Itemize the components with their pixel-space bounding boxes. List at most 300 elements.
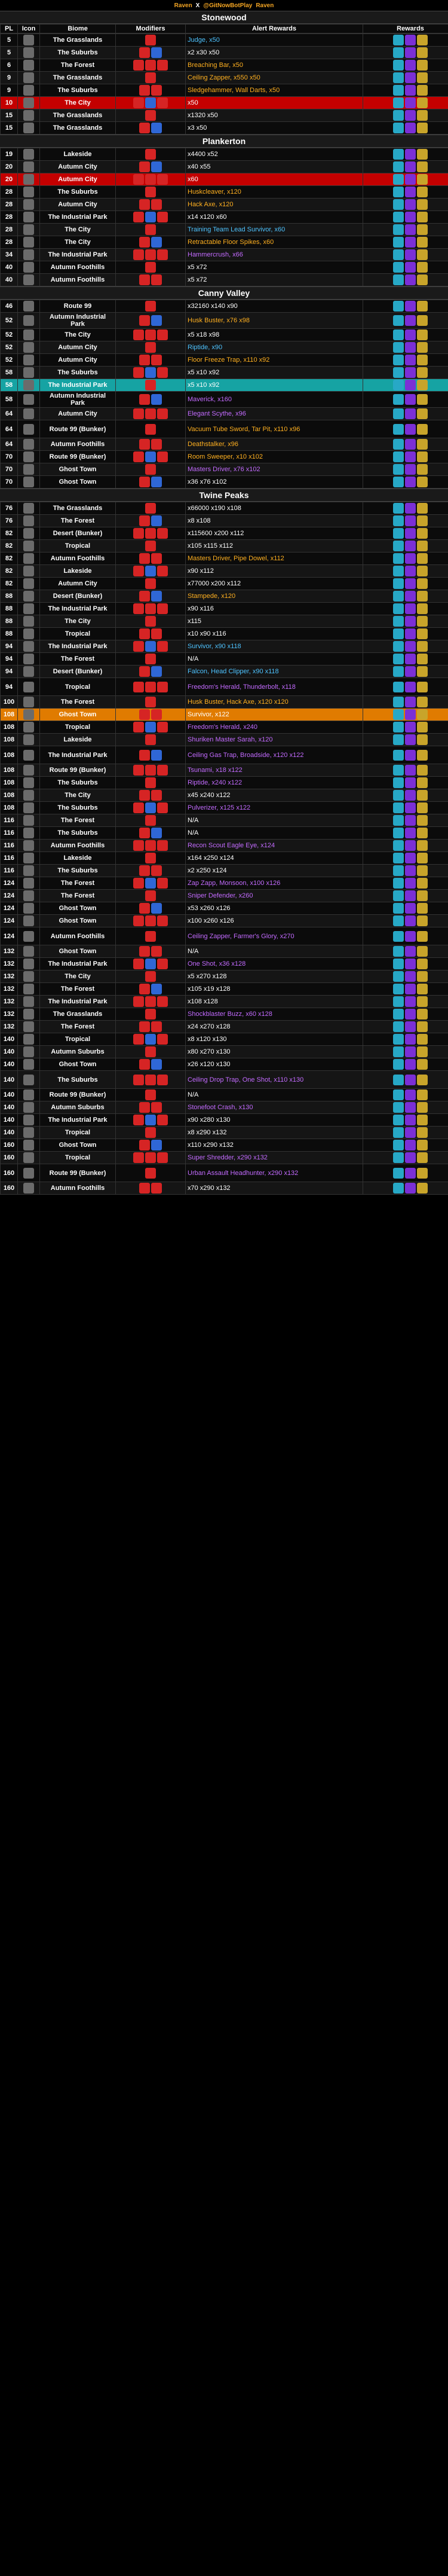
mission-icon-cell [18, 827, 40, 840]
power-level: 88 [1, 603, 18, 615]
mission-type-icon [23, 355, 34, 365]
power-level: 28 [1, 224, 18, 236]
modifiers [116, 1089, 186, 1101]
mission-icon-cell [18, 72, 40, 84]
table-row[interactable] [1, 927, 448, 945]
table-row[interactable] [1, 502, 448, 515]
modifier-icon [145, 802, 156, 813]
table-row[interactable] [1, 970, 448, 983]
modifiers [116, 852, 186, 865]
mission-type-icon [23, 996, 34, 1007]
modifiers [116, 211, 186, 224]
table-row[interactable] [1, 983, 448, 996]
modifier-icon [145, 367, 156, 378]
mission-type-icon [23, 591, 34, 602]
table-row[interactable] [1, 1139, 448, 1152]
power-level: 88 [1, 628, 18, 640]
power-level: 82 [1, 565, 18, 578]
mission-icon-cell [18, 463, 40, 476]
table-row[interactable] [1, 958, 448, 970]
table-row[interactable] [1, 764, 448, 777]
modifier-icon [151, 946, 162, 957]
biome: Route 99 (Bunker) [40, 764, 116, 777]
rewards [363, 983, 448, 996]
reward-icon [405, 477, 416, 487]
modifier-icon [139, 237, 150, 248]
table-row[interactable] [1, 261, 448, 274]
rewards [363, 72, 448, 84]
reward-icon [417, 840, 428, 851]
table-row[interactable] [1, 420, 448, 438]
modifiers [116, 47, 186, 59]
mission-icon-cell [18, 1152, 40, 1164]
reward-icon [405, 47, 416, 58]
table-row[interactable] [1, 840, 448, 852]
reward-icon [405, 915, 416, 926]
biome: The Suburbs [40, 802, 116, 814]
table-row[interactable] [1, 329, 448, 341]
alert-rewards: Ceiling Gas Trap, Broadside, x120 x122 [186, 746, 363, 764]
power-level: 15 [1, 109, 18, 122]
mission-type-icon [23, 439, 34, 450]
biome: The Forest [40, 890, 116, 902]
reward-icon [417, 123, 428, 133]
modifier-icon [157, 915, 168, 926]
table-row[interactable] [1, 59, 448, 72]
table-row[interactable] [1, 451, 448, 463]
mission-type-icon [23, 187, 34, 197]
reward-icon [405, 249, 416, 260]
biome: Autumn City [40, 173, 116, 186]
table-row[interactable] [1, 814, 448, 827]
power-level: 140 [1, 1071, 18, 1089]
biome: The Grasslands [40, 34, 116, 47]
mission-icon-cell [18, 367, 40, 379]
table-row[interactable] [1, 1114, 448, 1127]
table-row[interactable] [1, 1182, 448, 1195]
biome: Lakeside [40, 852, 116, 865]
biome: The Suburbs [40, 367, 116, 379]
alert-rewards: x108 x128 [186, 996, 363, 1008]
table-row[interactable] [1, 1058, 448, 1071]
table-row[interactable] [1, 341, 448, 354]
table-row[interactable] [1, 236, 448, 249]
reward-icon [405, 840, 416, 851]
table-row[interactable] [1, 438, 448, 451]
table-row[interactable] [1, 148, 448, 161]
mission-icon-cell [18, 1114, 40, 1127]
table-row[interactable] [1, 515, 448, 527]
reward-icon [405, 541, 416, 551]
rewards [363, 249, 448, 261]
table-row[interactable] [1, 300, 448, 313]
reward-icon [417, 878, 428, 889]
biome: Autumn City [40, 161, 116, 173]
biome: The Suburbs [40, 47, 116, 59]
reward-icon [405, 890, 416, 901]
table-row[interactable] [1, 746, 448, 764]
modifiers [116, 122, 186, 135]
table-row[interactable] [1, 199, 448, 211]
modifiers [116, 463, 186, 476]
modifier-icon [133, 566, 144, 576]
modifier-icon [133, 329, 144, 340]
reward-icon [417, 97, 428, 108]
alert-rewards: x1320 x50 [186, 109, 363, 122]
modifiers [116, 1152, 186, 1164]
modifier-icon [139, 1183, 150, 1194]
reward-icon [393, 394, 404, 405]
rewards [363, 970, 448, 983]
reward-icon [393, 915, 404, 926]
power-level: 160 [1, 1152, 18, 1164]
modifier-icon [133, 603, 144, 614]
reward-icon [417, 971, 428, 982]
modifier-icon [133, 60, 144, 71]
alert-rewards: Masters Driver, Pipe Dowel, x112 [186, 553, 363, 565]
mission-icon-cell [18, 502, 40, 515]
alert-rewards: Ceiling Drop Trap, One Shot, x110 x130 [186, 1071, 363, 1089]
mission-type-icon [23, 553, 34, 564]
biome: The City [40, 329, 116, 341]
table-row[interactable] [1, 890, 448, 902]
modifier-icon [139, 984, 150, 994]
table-row[interactable] [1, 666, 448, 678]
table-row[interactable] [1, 615, 448, 628]
mission-type-icon [23, 1183, 34, 1194]
reward-icon [417, 515, 428, 526]
modifier-icon [145, 1034, 156, 1045]
table-row[interactable] [1, 565, 448, 578]
modifier-icon [139, 85, 150, 96]
reward-icon [417, 199, 428, 210]
table-row[interactable] [1, 186, 448, 199]
alert-rewards: x8 x120 x130 [186, 1033, 363, 1046]
table-row[interactable] [1, 379, 448, 392]
power-level: 82 [1, 540, 18, 553]
mission-type-icon [23, 477, 34, 487]
rewards [363, 313, 448, 329]
table-row[interactable] [1, 915, 448, 927]
biome: Autumn City [40, 354, 116, 367]
modifiers [116, 958, 186, 970]
power-level: 94 [1, 653, 18, 666]
table-row[interactable] [1, 1033, 448, 1046]
biome: Autumn Foothills [40, 840, 116, 852]
modifier-icon [145, 734, 156, 745]
reward-icon [393, 149, 404, 160]
modifier-icon [145, 187, 156, 197]
modifier-icon [139, 903, 150, 914]
alert-rewards: x24 x270 x128 [186, 1021, 363, 1033]
biome: The Suburbs [40, 1071, 116, 1089]
modifier-icon [145, 915, 156, 926]
mission-icon-cell [18, 615, 40, 628]
table-row[interactable] [1, 640, 448, 653]
table-row[interactable] [1, 789, 448, 802]
table-row[interactable] [1, 1008, 448, 1021]
table-row[interactable] [1, 578, 448, 590]
table-row[interactable] [1, 1089, 448, 1101]
alert-rewards: Maverick, x160 [186, 392, 363, 408]
table-row[interactable] [1, 354, 448, 367]
table-row[interactable] [1, 590, 448, 603]
table-row[interactable] [1, 161, 448, 173]
alert-rewards: x105 x19 x128 [186, 983, 363, 996]
mission-type-icon [23, 315, 34, 326]
power-level: 58 [1, 392, 18, 408]
modifiers [116, 1058, 186, 1071]
alert-rewards: Huskcleaver, x120 [186, 186, 363, 199]
table-row[interactable] [1, 408, 448, 420]
reward-icon [417, 329, 428, 340]
reward-icon [393, 60, 404, 71]
modifier-icon [139, 355, 150, 365]
alert-rewards: Masters Driver, x76 x102 [186, 463, 363, 476]
modifiers [116, 565, 186, 578]
biome: The City [40, 236, 116, 249]
reward-icon [393, 424, 404, 435]
modifier-icon [133, 765, 144, 776]
rewards [363, 603, 448, 615]
mission-icon-cell [18, 300, 40, 313]
table-row[interactable] [1, 734, 448, 746]
biome: Lakeside [40, 148, 116, 161]
reward-icon [405, 865, 416, 876]
table-row[interactable] [1, 463, 448, 476]
table-row[interactable] [1, 1164, 448, 1182]
table-row[interactable] [1, 47, 448, 59]
table-row[interactable] [1, 603, 448, 615]
alert-rewards: Stonefoot Crash, x130 [186, 1101, 363, 1114]
table-row[interactable] [1, 696, 448, 709]
modifiers [116, 329, 186, 341]
table-row[interactable] [1, 224, 448, 236]
table-row[interactable] [1, 313, 448, 329]
mission-type-icon [23, 380, 34, 390]
power-level: 140 [1, 1089, 18, 1101]
mission-type-icon [23, 840, 34, 851]
table-row[interactable] [1, 367, 448, 379]
modifier-icon [151, 790, 162, 801]
table-row[interactable] [1, 84, 448, 97]
biome: The Grasslands [40, 72, 116, 84]
reward-icon [393, 903, 404, 914]
reward-icon [405, 616, 416, 627]
reward-icon [393, 237, 404, 248]
table-row[interactable] [1, 852, 448, 865]
table-row[interactable] [1, 865, 448, 877]
modifier-icon [133, 528, 144, 539]
mission-type-icon [23, 946, 34, 957]
table-row[interactable] [1, 721, 448, 734]
table-row[interactable] [1, 996, 448, 1008]
biome: Autumn Foothills [40, 438, 116, 451]
table-row[interactable] [1, 653, 448, 666]
rewards [363, 1033, 448, 1046]
rewards [363, 746, 448, 764]
mission-type-icon [23, 777, 34, 788]
reward-icon [405, 408, 416, 419]
column-header: Icon [18, 25, 40, 33]
table-row[interactable] [1, 1046, 448, 1058]
rewards [363, 709, 448, 721]
table-row[interactable] [1, 72, 448, 84]
biome: The City [40, 615, 116, 628]
reward-icon [393, 1009, 404, 1020]
modifier-icon [145, 60, 156, 71]
mission-icon-cell [18, 354, 40, 367]
alert-rewards: Husk Buster, x76 x98 [186, 313, 363, 329]
rewards [363, 678, 448, 696]
reward-icon [417, 1075, 428, 1085]
column-headers [0, 24, 448, 33]
table-row[interactable] [1, 109, 448, 122]
table-row[interactable] [1, 1021, 448, 1033]
rewards [363, 329, 448, 341]
modifier-icon [133, 97, 144, 108]
mission-icon-cell [18, 1089, 40, 1101]
reward-icon [393, 1168, 404, 1179]
table-row[interactable] [1, 97, 448, 109]
table-row[interactable] [1, 540, 448, 553]
rewards [363, 1127, 448, 1139]
power-level: 52 [1, 354, 18, 367]
table-row[interactable] [1, 945, 448, 958]
modifier-icon [139, 946, 150, 957]
modifier-icon [139, 709, 150, 720]
modifiers [116, 236, 186, 249]
table-row[interactable] [1, 628, 448, 640]
modifiers [116, 827, 186, 840]
mission-type-icon [23, 709, 34, 720]
power-level: 6 [1, 59, 18, 72]
alert-rewards: Husk Buster, Hack Axe, x120 x120 [186, 696, 363, 709]
biome: Autumn Foothills [40, 1182, 116, 1195]
reward-icon [393, 85, 404, 96]
modifier-icon [139, 1140, 150, 1150]
power-level: 76 [1, 502, 18, 515]
table-row[interactable] [1, 1101, 448, 1114]
biome: Autumn City [40, 578, 116, 590]
table-row[interactable] [1, 476, 448, 489]
table-row[interactable] [1, 274, 448, 286]
rewards [363, 996, 448, 1008]
mission-type-icon [23, 72, 34, 83]
modifier-icon [157, 329, 168, 340]
table-row[interactable] [1, 34, 448, 47]
modifier-icon [151, 591, 162, 602]
rewards [363, 341, 448, 354]
table-row[interactable] [1, 392, 448, 408]
biome: The Forest [40, 515, 116, 527]
alert-rewards: x50 [186, 97, 363, 109]
alert-rewards: N/A [186, 814, 363, 827]
table-row[interactable] [1, 553, 448, 565]
rewards [363, 34, 448, 47]
mission-icon-cell [18, 59, 40, 72]
rewards [363, 515, 448, 527]
rewards [363, 827, 448, 840]
table-row[interactable] [1, 902, 448, 915]
reward-icon [393, 1127, 404, 1138]
rewards [363, 224, 448, 236]
power-level: 140 [1, 1046, 18, 1058]
biome: Autumn Foothills [40, 274, 116, 286]
reward-icon [405, 931, 416, 942]
table-row[interactable] [1, 173, 448, 186]
mission-icon-cell [18, 927, 40, 945]
power-level: 160 [1, 1139, 18, 1152]
reward-icon [393, 47, 404, 58]
reward-icon [417, 931, 428, 942]
table-row[interactable] [1, 1127, 448, 1139]
reward-icon [405, 329, 416, 340]
modifier-icon [145, 1009, 156, 1020]
reward-icon [405, 903, 416, 914]
modifiers [116, 341, 186, 354]
table-row[interactable] [1, 827, 448, 840]
modifiers [116, 840, 186, 852]
table-row[interactable] [1, 678, 448, 696]
mission-type-icon [23, 424, 34, 435]
biome: Tropical [40, 1152, 116, 1164]
modifier-icon [157, 249, 168, 260]
modifier-icon [139, 828, 150, 838]
alert-rewards: x110 x290 x132 [186, 1139, 363, 1152]
reward-icon [393, 682, 404, 692]
mission-icon-cell [18, 47, 40, 59]
reward-icon [405, 591, 416, 602]
power-level: 28 [1, 186, 18, 199]
table-row[interactable] [1, 211, 448, 224]
alert-rewards: x90 x116 [186, 603, 363, 615]
reward-icon [405, 1102, 416, 1113]
modifier-icon [157, 765, 168, 776]
table-row[interactable] [1, 1152, 448, 1164]
table-row[interactable] [1, 122, 448, 135]
power-level: 160 [1, 1182, 18, 1195]
reward-icon [405, 666, 416, 677]
power-level: 5 [1, 47, 18, 59]
modifier-icon [151, 199, 162, 210]
table-row[interactable] [1, 802, 448, 814]
rewards [363, 696, 448, 709]
rewards [363, 1089, 448, 1101]
modifier-icon [139, 553, 150, 564]
rewards [363, 161, 448, 173]
region-title: Plankerton [0, 135, 448, 148]
modifier-icon [151, 1140, 162, 1150]
table-row[interactable] [1, 709, 448, 721]
mission-icon-cell [18, 666, 40, 678]
reward-icon [393, 1075, 404, 1085]
table-row[interactable] [1, 877, 448, 890]
table-row[interactable] [1, 1071, 448, 1089]
mission-type-icon [23, 931, 34, 942]
table-row[interactable] [1, 527, 448, 540]
alert-rewards: x60 [186, 173, 363, 186]
power-level: 140 [1, 1127, 18, 1139]
reward-icon [405, 301, 416, 312]
rewards [363, 300, 448, 313]
table-row[interactable] [1, 777, 448, 789]
modifiers [116, 696, 186, 709]
table-row[interactable] [1, 249, 448, 261]
alert-rewards: x32160 x140 x90 [186, 300, 363, 313]
alert-rewards: x5 x10 x92 [186, 367, 363, 379]
mission-type-icon [23, 541, 34, 551]
